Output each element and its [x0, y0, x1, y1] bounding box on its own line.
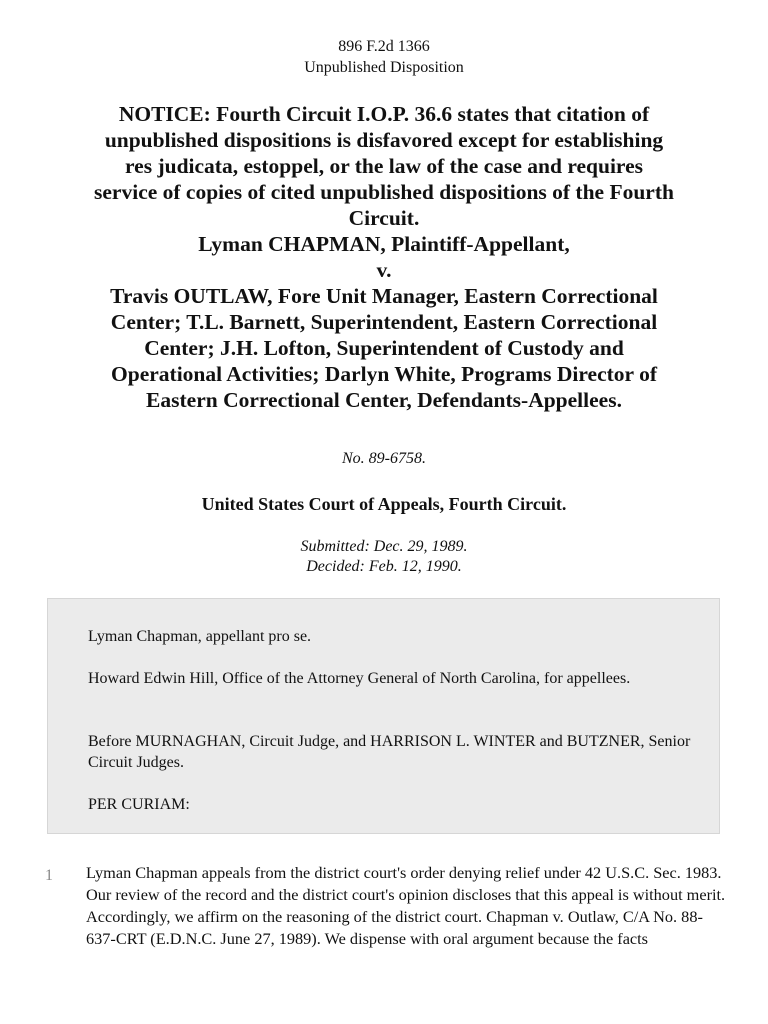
- notice-line: unpublished dispositions is disfavored except for establishing: [104, 128, 664, 152]
- notice-line: Circuit.: [348, 206, 420, 230]
- defendant-line: Center; J.H. Lofton, Superintendent of Custody and: [144, 336, 624, 360]
- per-curiam-label: PER CURIAM:: [88, 796, 190, 813]
- reporter-citation: 896 F.2d 1366: [338, 38, 430, 55]
- defendant-line: Travis OUTLAW, Fore Unit Manager, Eastern Correctional: [110, 284, 658, 308]
- docket-number: No. 89-6758.: [342, 450, 426, 467]
- paragraph-number: 1: [45, 867, 53, 884]
- defendant-line: Center; T.L. Barnett, Superintendent, Eastern Correctional: [110, 310, 658, 334]
- case-caption: [30, 101, 738, 413]
- defendant-line: Operational Activities; Darlyn White, Programs Director of: [111, 362, 657, 386]
- appellee-counsel: Howard Edwin Hill, Office of the Attorney General of North Carolina, for appellees.: [88, 670, 631, 687]
- judges-panel: Before MURNAGHAN, Circuit Judge, and HARRISON L. WINTER and BUTZNER, Senior Circuit Judges.: [88, 733, 691, 771]
- defendant-line: Eastern Correctional Center, Defendants-Appellees.: [146, 388, 622, 412]
- disposition-label: Unpublished Disposition: [304, 59, 464, 76]
- decided-date: Decided: Feb. 12, 1990.: [306, 558, 462, 575]
- notice-line: res judicata, estoppel, or the law of the case and requires: [125, 154, 643, 178]
- appellant-counsel: Lyman Chapman, appellant pro se.: [88, 628, 312, 645]
- notice-line: NOTICE: Fourth Circuit I.O.P. 36.6 states that citation of: [118, 102, 650, 126]
- decision-dates: [0, 537, 768, 577]
- submitted-date: Submitted: Dec. 29, 1989.: [300, 538, 468, 555]
- counsel-panel: [47, 598, 720, 834]
- opinion-paragraph: Lyman Chapman appeals from the district court's order denying relief under 42 U.S.C. Sec. 1983. Our review of the record and the district court's opinion discloses that this appeal is without merit. Accordingly, we affirm on the reasoning of the district court. Chapman v. Outlaw, C/A No. 88-637-CRT (E.D.N.C. June 27, 1989). We dispense with oral argument because the facts: [86, 863, 726, 948]
- citation-header: [0, 36, 768, 78]
- notice-line: service of copies of cited unpublished dispositions of the Fourth: [94, 180, 674, 204]
- court-name: United States Court of Appeals, Fourth Circuit.: [201, 494, 567, 514]
- plaintiff-party: Lyman CHAPMAN, Plaintiff-Appellant,: [198, 232, 570, 256]
- versus-label: v.: [376, 258, 392, 282]
